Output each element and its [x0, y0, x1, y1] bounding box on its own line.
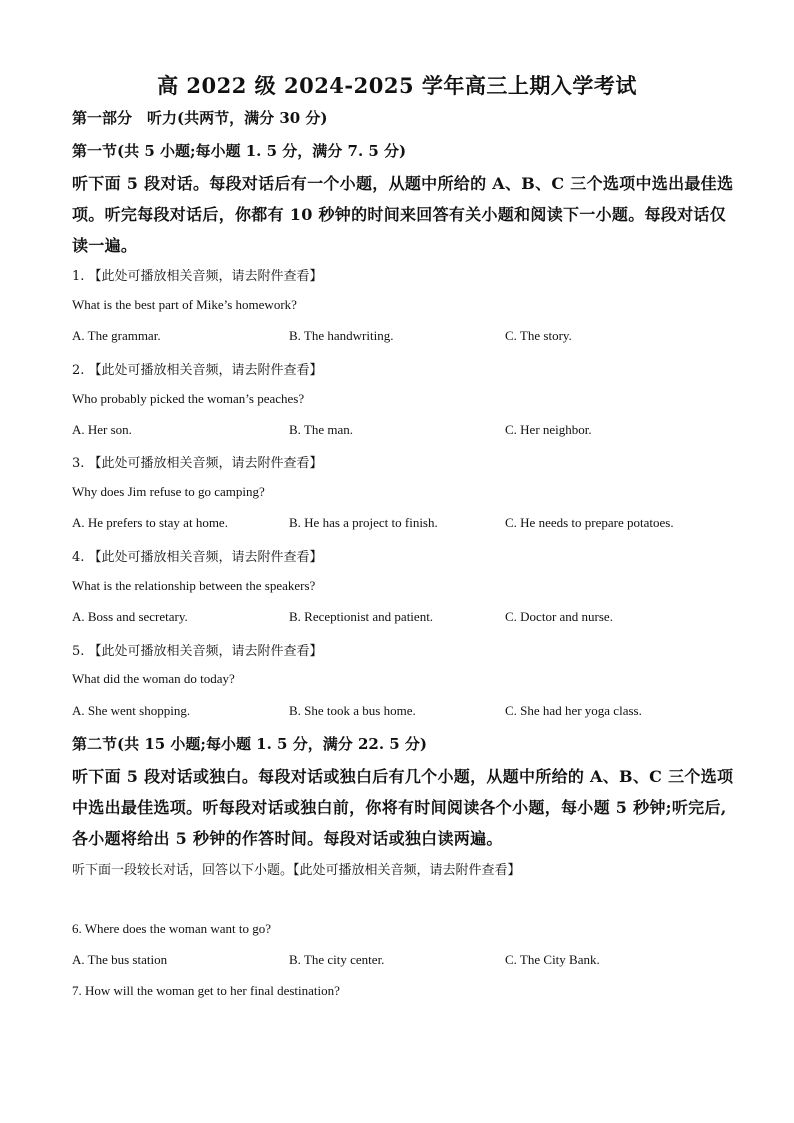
audio-placeholder[interactable]: 3. 【此处可播放相关音频，请去附件查看】	[72, 456, 323, 471]
option-b[interactable]: B. The man.	[289, 422, 354, 437]
question-text: Who probably picked the woman’s peaches?	[72, 391, 305, 406]
section1-instruction-line: 读一遍。	[72, 236, 138, 255]
option-a[interactable]: A. The bus station	[72, 952, 168, 967]
option-a[interactable]: A. Her son.	[72, 422, 132, 437]
option-b[interactable]: B. He has a project to finish.	[289, 515, 438, 530]
option-c[interactable]: C. Doctor and nurse.	[505, 609, 613, 624]
option-row	[72, 952, 722, 972]
question-text: Why does Jim refuse to go camping?	[72, 484, 265, 499]
question-text: 6. Where does the woman want to go?	[72, 921, 272, 936]
section1-heading: 第一节(共 5 小题;每小题 1. 5 分，满分 7. 5 分)	[72, 142, 407, 160]
part-heading: 第一部分 听力(共两节，满分 30 分)	[72, 109, 328, 127]
audio-placeholder[interactable]: 1. 【此处可播放相关音频，请去附件查看】	[72, 269, 323, 284]
option-a[interactable]: A. Boss and secretary.	[72, 609, 188, 624]
option-b[interactable]: B. The city center.	[289, 952, 385, 967]
section1-instruction-line: 项。听完每段对话后，你都有 10 秒钟的时间来回答有关小题和阅读下一小题。每段对话仅	[72, 205, 727, 224]
option-b[interactable]: B. The handwriting.	[289, 328, 394, 343]
option-a[interactable]: A. The grammar.	[72, 328, 161, 343]
audio-placeholder[interactable]: 4. 【此处可播放相关音频，请去附件查看】	[72, 550, 323, 565]
section2-instruction-line: 中选出最佳选项。听每段对话或独白前，你将有时间阅读各个小题，每小题 5 秒钟;听完后,	[72, 798, 727, 817]
option-a[interactable]: A. He prefers to stay at home.	[72, 515, 228, 530]
section2-instruction-line: 听下面 5 段对话或独白。每段对话或独白后有几个小题，从题中所给的 A、B、C 三个选项	[72, 767, 734, 786]
option-c[interactable]: C. Her neighbor.	[505, 422, 592, 437]
option-row	[72, 515, 722, 535]
option-b[interactable]: B. Receptionist and patient.	[289, 609, 434, 624]
audio-placeholder[interactable]: 听下面一段较长对话，回答以下小题。【此处可播放相关音频，请去附件查看】	[72, 863, 521, 878]
option-row	[72, 703, 722, 723]
audio-placeholder[interactable]: 2. 【此处可播放相关音频，请去附件查看】	[72, 363, 323, 378]
page-title: 高 2022 级 2024-2025 学年高三上期入学考试	[157, 73, 637, 98]
section2-heading: 第二节(共 15 小题;每小题 1. 5 分，满分 22. 5 分)	[72, 735, 428, 753]
option-row	[72, 328, 722, 348]
question-text: 7. How will the woman get to her final destination?	[72, 983, 340, 998]
question-text: What is the relationship between the speakers?	[72, 578, 316, 593]
option-c[interactable]: C. He needs to prepare potatoes.	[505, 515, 674, 530]
option-c[interactable]: C. The City Bank.	[505, 952, 600, 967]
question-text: What is the best part of Mike’s homework?	[72, 297, 297, 312]
option-a[interactable]: A. She went shopping.	[72, 703, 191, 718]
section1-instruction-line: 听下面 5 段对话。每段对话后有一个小题，从题中所给的 A、B、C 三个选项中选出最佳选	[72, 174, 734, 193]
option-row	[72, 422, 722, 442]
section2-instruction-line: 各小题将给出 5 秒钟的作答时间。每段对话或独白读两遍。	[72, 829, 503, 848]
question-text: What did the woman do today?	[72, 671, 235, 686]
option-b[interactable]: B. She took a bus home.	[289, 703, 416, 718]
option-c[interactable]: C. She had her yoga class.	[505, 703, 642, 718]
option-c[interactable]: C. The story.	[505, 328, 572, 343]
audio-placeholder[interactable]: 5. 【此处可播放相关音频，请去附件查看】	[72, 644, 323, 659]
option-row	[72, 609, 722, 629]
